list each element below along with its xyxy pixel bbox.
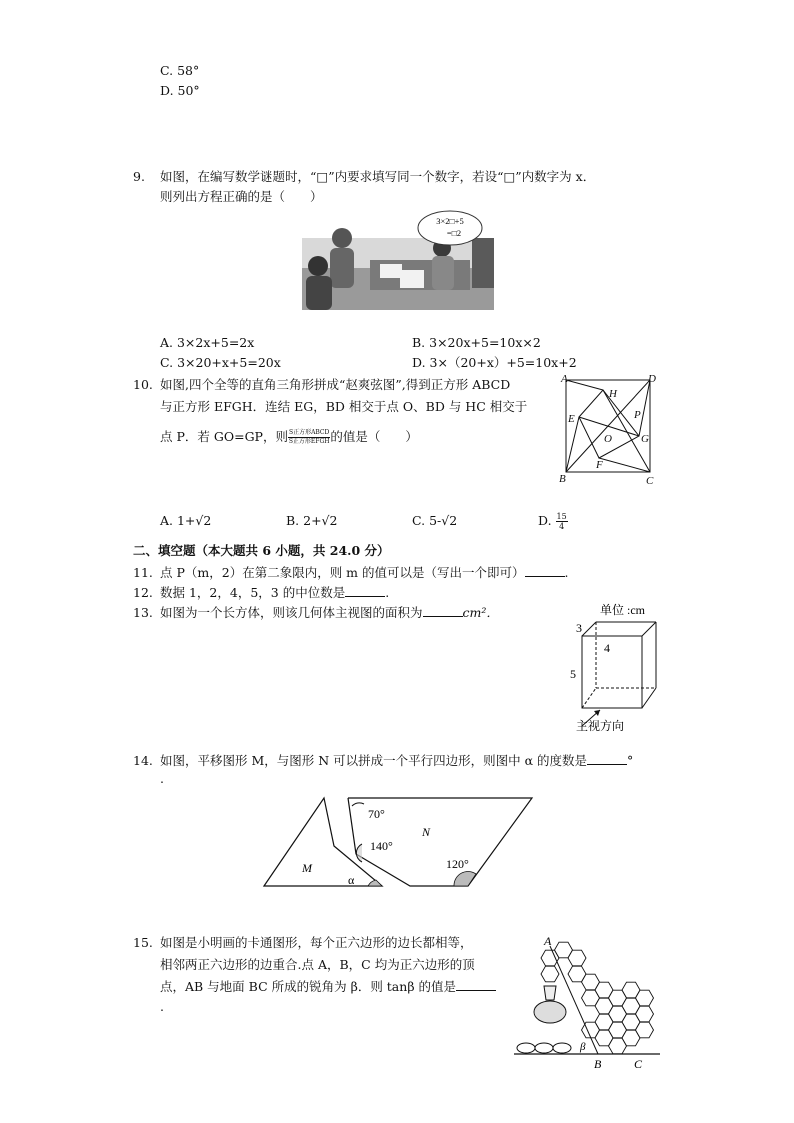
q15-hexagon-figure bbox=[510, 930, 666, 1076]
q8-option-c: C. 58° bbox=[160, 63, 200, 78]
q10-stem-line2: 与正方形 EFGH．连结 EG，BD 相交于点 O、BD 与 HC 相交于 bbox=[160, 399, 528, 414]
q9-option-b: B. 3×20x+5=10x×2 bbox=[412, 335, 541, 350]
q14-line bbox=[160, 752, 633, 770]
q14-label-alpha: α bbox=[348, 873, 355, 887]
q9-bubble-line2: =□2 bbox=[446, 228, 462, 238]
q13-dim-3: 3 bbox=[576, 621, 582, 635]
q14-angle-140: 140° bbox=[370, 839, 393, 853]
q10-option-d bbox=[538, 512, 568, 531]
q9-option-c: C. 3×20+x+5=20x bbox=[160, 355, 281, 370]
q15-answer-blank[interactable] bbox=[456, 978, 496, 991]
q10-option-d-numerator: 15 bbox=[556, 512, 567, 521]
q10-option-d-fraction bbox=[556, 512, 568, 531]
q14-figure bbox=[258, 792, 538, 892]
q14-trailing-dot: . bbox=[160, 771, 164, 786]
q13-view-direction-label: 主视方向 bbox=[576, 719, 625, 733]
q10-label-a: A bbox=[561, 373, 568, 385]
q11-stem: 点 P（m，2）在第二象限内，则 m 的值可以是（写出一个即可） bbox=[160, 565, 525, 580]
q11-line bbox=[160, 564, 568, 582]
q15-label-c: C bbox=[634, 1057, 643, 1071]
q13-stem: 如图为一个长方体，则该几何体主视图的面积为 bbox=[160, 605, 423, 620]
q10-label-o: O bbox=[604, 433, 612, 445]
q9-option-d: D. 3×（20+x）+5=10x+2 bbox=[412, 355, 577, 370]
q14-number: 14. bbox=[133, 753, 153, 768]
q15-label-a: A bbox=[544, 934, 552, 948]
q10-label-c: C bbox=[646, 475, 654, 486]
q10-stem-line3a: 点 P．若 GO=GP，则 bbox=[160, 429, 288, 444]
q9-number: 9. bbox=[133, 169, 145, 184]
q12-line bbox=[160, 584, 389, 602]
q11-answer-blank[interactable] bbox=[525, 564, 565, 577]
q9-illustration bbox=[300, 208, 496, 312]
q13-unit: cm²． bbox=[462, 605, 499, 620]
q10-option-d-prefix: D. bbox=[538, 513, 552, 528]
q15-trailing-dot: . bbox=[160, 999, 164, 1014]
q9-stem-line2: 则列出方程正确的是（ ） bbox=[160, 189, 323, 204]
q14-stem: 如图，平移图形 M，与图形 N 可以拼成一个平行四边形，则图中 α 的度数是 bbox=[160, 753, 588, 768]
q10-option-c: C. 5-√2 bbox=[412, 513, 458, 528]
q10-label-p: P bbox=[634, 409, 641, 421]
q13-cuboid-figure bbox=[566, 598, 676, 738]
q10-label-e: E bbox=[568, 413, 575, 425]
q10-option-d-denominator: 4 bbox=[559, 522, 565, 531]
q12-end: . bbox=[385, 585, 390, 600]
q13-dim-5: 5 bbox=[570, 667, 576, 681]
q10-area-ratio bbox=[288, 429, 330, 446]
q15-number: 15. bbox=[133, 935, 153, 950]
q14-label-m: M bbox=[302, 861, 312, 875]
q14-answer-blank[interactable] bbox=[587, 752, 627, 765]
q10-option-a: A. 1+√2 bbox=[160, 513, 212, 528]
q11-number: 11. bbox=[133, 565, 153, 580]
q15-line3 bbox=[160, 978, 496, 996]
q10-ratio-numerator: S正方形ABCD bbox=[288, 429, 330, 436]
q14-angle-120: 120° bbox=[446, 857, 469, 871]
q15-label-beta: β bbox=[580, 1041, 586, 1053]
q12-number: 12. bbox=[133, 585, 153, 600]
q14-angle-70: 70° bbox=[368, 807, 385, 821]
q12-stem: 数据 1，2，4，5，3 的中位数是 bbox=[160, 585, 346, 600]
q13-answer-blank[interactable] bbox=[423, 604, 463, 617]
q9-bubble-line1: 3×2□+5 bbox=[436, 216, 464, 226]
q10-label-b: B bbox=[559, 473, 566, 485]
q15-stem-line2: 相邻两正六边形的边重合.点 A，B，C 均为正六边形的顶 bbox=[160, 957, 475, 972]
section-fill-in-heading: 二、填空题（本大题共 6 小题，共 24.0 分） bbox=[133, 543, 390, 558]
q12-answer-blank[interactable] bbox=[345, 584, 385, 597]
q9-stem-line1: 如图，在编写数学谜题时，“□”内要求填写同一个数字，若设“□”内数字为 x． bbox=[160, 169, 596, 184]
q15-label-b: B bbox=[594, 1057, 602, 1071]
q10-option-b: B. 2+√2 bbox=[286, 513, 338, 528]
q10-number: 10. bbox=[133, 377, 153, 392]
q14-label-n: N bbox=[422, 825, 431, 839]
q10-label-d: D bbox=[648, 373, 656, 385]
q10-label-h: H bbox=[609, 388, 617, 400]
q15-stem-line1: 如图是小明画的卡通图形，每个正六边形的边长都相等， bbox=[160, 935, 473, 950]
q10-stem-line3b: 的值是（ ） bbox=[330, 429, 418, 444]
q10-ratio-denominator: S正方形EFGH bbox=[288, 438, 330, 445]
q10-figure bbox=[556, 370, 666, 486]
q10-label-g: G bbox=[641, 433, 649, 445]
q15-stem-line3: 点，AB 与地面 BC 所成的锐角为 β．则 tanβ 的值是 bbox=[160, 979, 457, 994]
q9-option-a: A. 3×2x+5=2x bbox=[160, 335, 255, 350]
q13-dim-4: 4 bbox=[604, 641, 610, 655]
q10-stem-line1: 如图,四个全等的直角三角形拼成“赵爽弦图”,得到正方形 ABCD bbox=[160, 377, 511, 392]
q8-option-d: D. 50° bbox=[160, 83, 200, 98]
q14-end: ° bbox=[627, 753, 634, 768]
q13-figure-unit: 单位 :cm bbox=[600, 603, 645, 617]
q11-end: . bbox=[564, 565, 569, 580]
q13-number: 13. bbox=[133, 605, 153, 620]
q13-line bbox=[160, 604, 499, 622]
q10-stem-line3 bbox=[160, 428, 418, 446]
q10-label-f: F bbox=[596, 459, 603, 471]
